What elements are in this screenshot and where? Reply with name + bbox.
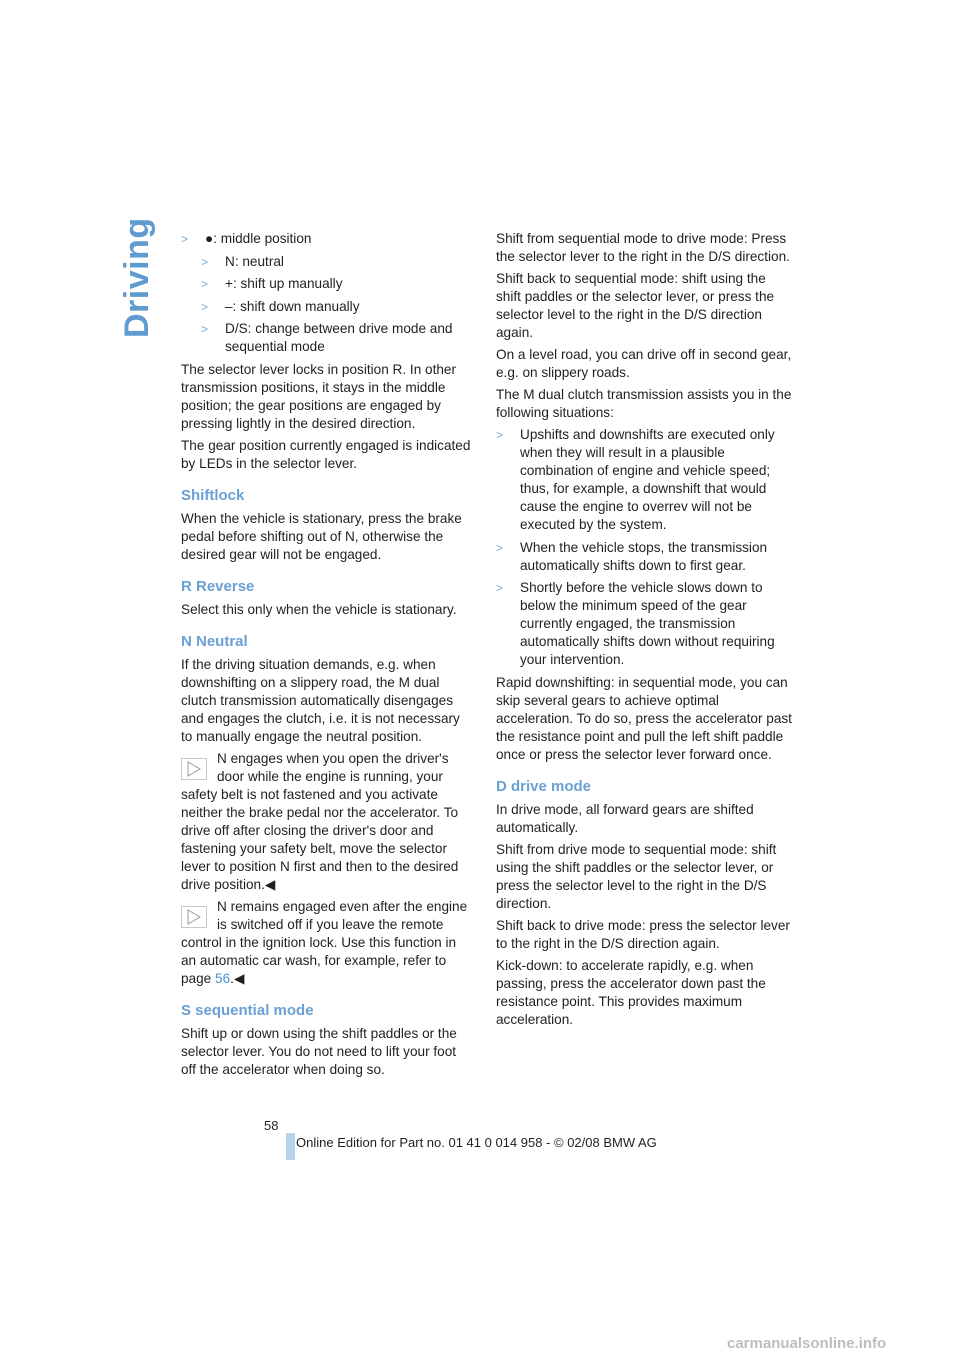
sub-item-text: –: shift down manually: [225, 298, 360, 314]
middle-position-text: : middle position: [213, 231, 312, 246]
sub-item-text: +: shift up manually: [225, 276, 343, 291]
page-link[interactable]: 56: [215, 970, 231, 986]
list-item: [496, 539, 792, 575]
end-mark-icon: ◀: [264, 876, 276, 892]
note2-rest: control in the ignition lock. Use this function in an automatic car wash, for example, refer to page: [181, 934, 457, 986]
paragraph-neutral: If the driving situation demands, e.g. when downshifting on a slippery road, the M dual clutch transmission automatically disengages and engages the clutch, i.e. it is not necessary to manually engage the neutral position.: [181, 656, 460, 744]
sub-item-text: D/S: change between drive mode and sequential mode: [225, 321, 453, 354]
sub-item-neutral: [201, 253, 473, 271]
bullet-arrow-icon: >: [496, 581, 504, 595]
footer-edition: Online Edition for Part no. 01 41 0 014 958 - © 02/08 BMW AG: [296, 1135, 657, 1150]
heading-neutral: N Neutral: [181, 632, 248, 650]
watermark: carmanualsonline.info: [727, 1335, 887, 1352]
list-item-middle-position: [181, 230, 473, 248]
middle-position-symbol: ●: [205, 231, 214, 246]
list-item: [496, 426, 792, 534]
bullet-arrow-icon: >: [201, 322, 209, 336]
paragraph-drive-2: Shift from drive mode to sequential mode: shift using the shift paddles or the selector lever, or press the selector level to the right in the D/S direction.: [496, 841, 777, 911]
bullet-arrow-icon: >: [181, 232, 189, 246]
note-neutral-carwash: [181, 898, 473, 988]
note1-first-lines: N engages when you open the driver's door while the engine is running, your: [217, 750, 449, 784]
heading-sequential: S sequential mode: [181, 1001, 314, 1019]
paragraph-shift-back-sequential: Shift back to sequential mode: shift using the shift paddles or the selector lever, or press the selector level to the right in the D/S direction again.: [496, 271, 775, 340]
footer-accent-bar: [286, 1133, 295, 1160]
sub-item-shift-down: [201, 298, 473, 316]
paragraph-selector-lever: The selector lever locks in position R. In other transmission positions, it stays in the middle position; the gear positions are engaged by pressing lightly in the desired direction.: [181, 361, 457, 431]
bullet-arrow-icon: >: [201, 277, 209, 291]
bullet-arrow-icon: >: [201, 254, 209, 269]
paragraph-rapid-downshifting: Rapid downshifting: in sequential mode, you can skip several gears to achieve optimal acceleration. To do so, press the accelerator past the resistance point and pull the left shift paddle once or press the selector lever forward once.: [496, 674, 792, 762]
list-item: [496, 579, 792, 669]
paragraph-reverse: Select this only when the vehicle is stationary.: [181, 601, 457, 617]
note-neutral-door: [181, 750, 473, 894]
sub-item-text: N: neutral: [225, 253, 284, 269]
paragraph-sequential: Shift up or down using the shift paddles or the selector lever. You do not need to lift your foot off the accelerator when doing so.: [181, 1025, 457, 1077]
paragraph-drive-3: Shift back to drive mode: press the selector lever to the right in the D/S direction again.: [496, 917, 790, 951]
section-tab-label: Driving: [118, 217, 156, 338]
page-number: 58: [264, 1118, 279, 1133]
list-item-text: When the vehicle stops, the transmission automatically shifts down to first gear.: [520, 539, 768, 573]
paragraph-drive-1: In drive mode, all forward gears are shifted automatically.: [496, 801, 754, 835]
paragraph-leds: The gear position currently engaged is indicated by LEDs in the selector lever.: [181, 437, 471, 471]
note1-rest: safety belt is not fastened and you activate neither the brake pedal nor the accelerator. To drive off after closing the driver's door and fastening your safety belt, move the selector lever to position N first and then to the desired drive position.: [181, 786, 459, 892]
sub-item-shift-up: [201, 275, 473, 293]
note-triangle-icon: [181, 758, 207, 780]
section-tab: [112, 217, 156, 342]
note2-period: .: [230, 970, 234, 986]
paragraph-shiftlock: When the vehicle is stationary, press the brake pedal before shifting out of N, otherwise the desired gear will not be engaged.: [181, 510, 462, 562]
heading-shiftlock: Shiftlock: [181, 486, 245, 504]
paragraph-assists: The M dual clutch transmission assists you in the following situations:: [496, 387, 792, 420]
paragraph-kickdown: Kick-down: to accelerate rapidly, e.g. when passing, press the accelerator down past the resistance point. This provides maximum acceleration.: [496, 957, 766, 1027]
sub-item-ds: [201, 320, 473, 356]
paragraph-shift-to-drive: Shift from sequential mode to drive mode: Press the selector lever to the right in the D/S direction.: [496, 231, 790, 264]
list-item-text: Upshifts and downshifts are executed only when they will result in a plausible combination of engine and vehicle speed; thus, for example, a downshift that would cause the engine to overrev will not be executed by the system.: [520, 427, 775, 532]
heading-reverse: R Reverse: [181, 577, 255, 595]
note-triangle-icon: [181, 906, 207, 928]
bullet-arrow-icon: >: [496, 540, 504, 555]
list-item-text: Shortly before the vehicle slows down to below the minimum speed of the gear currently engaged, the transmission automatically shifts down without requiring your intervention.: [520, 580, 775, 667]
paragraph-second-gear: On a level road, you can drive off in second gear, e.g. on slippery roads.: [496, 347, 792, 380]
bullet-arrow-icon: >: [496, 428, 504, 442]
heading-drive-mode: D drive mode: [496, 777, 592, 795]
note2-first-lines: N remains engaged even after the engine is switched off if you leave the remote: [217, 898, 468, 932]
end-mark-icon: ◀: [233, 970, 245, 986]
bullet-arrow-icon: >: [201, 299, 209, 314]
right-column: [496, 230, 792, 1033]
left-column: [181, 230, 473, 1083]
